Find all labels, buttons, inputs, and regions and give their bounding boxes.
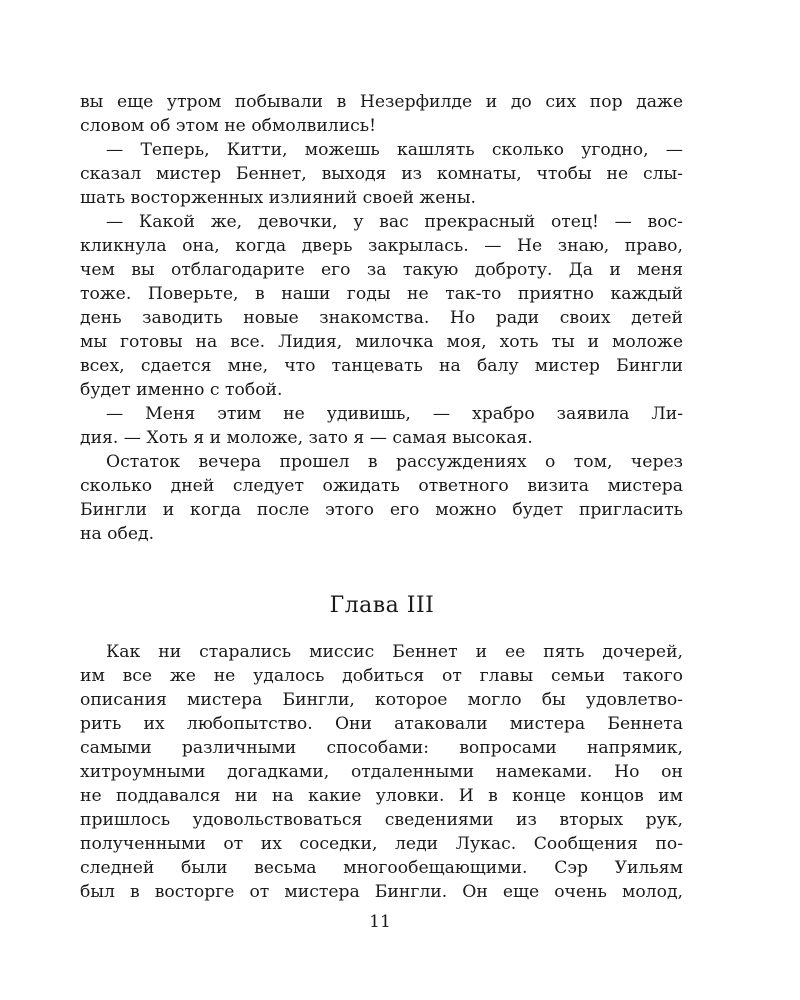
text-line: Остаток вечера прошел в рассуждениях о том, через	[106, 452, 683, 472]
text-line: тоже. Поверьте, в наши годы не так-то приятно каждый	[80, 284, 683, 304]
text-line: на обед.	[80, 524, 155, 544]
text-line: был в восторге от мистера Бингли. Он еще очень молод,	[80, 882, 683, 902]
text-line: — Меня этим не удивишь, — храбро заявила Ли-	[106, 404, 683, 424]
text-line: — Теперь, Китти, можешь кашлять сколько угодно, —	[106, 140, 683, 160]
chapter-title: Глава III	[329, 593, 435, 618]
text-line: пришлось удовольствоваться сведениями из вторых рук,	[80, 810, 683, 830]
text-line: чем вы отблагодарите его за такую доброту. Да и меня	[80, 260, 683, 280]
text-line: вы еще утром побывали в Незерфилде и до сих пор даже	[80, 92, 683, 112]
text-line: Как ни старались миссис Беннет и ее пять дочерей,	[106, 642, 683, 662]
text-line: следней были весьма многообещающими. Сэр Уильям	[80, 858, 683, 878]
text-line: будет именно с тобой.	[80, 380, 283, 400]
text-line: полученными от их соседки, леди Лукас. Сообщения по-	[80, 834, 683, 854]
text-line: Бингли и когда после этого его можно будет пригласить	[80, 500, 683, 520]
text-line: не поддавался ни на какие уловки. И в конце концов им	[80, 786, 683, 806]
text-line: кликнула она, когда дверь закрылась. — Не знаю, право,	[80, 236, 683, 256]
text-line: самыми различными способами: вопросами напрямик,	[80, 738, 683, 758]
text-line: — Какой же, девочки, у вас прекрасный отец! — вос-	[106, 212, 683, 232]
text-line: сказал мистер Беннет, выходя из комнаты, чтобы не слы-	[80, 164, 683, 184]
text-line: всех, сдается мне, что танцевать на балу мистер Бингли	[80, 356, 683, 376]
text-line: день заводить новые знакомства. Но ради своих детей	[80, 308, 683, 328]
text-line: рить их любопытство. Они атаковали мистера Беннета	[80, 714, 683, 734]
text-line: шать восторженных излияний своей жены.	[80, 188, 476, 208]
text-line: им все же не удалось добиться от главы семьи такого	[80, 666, 683, 686]
text-line: хитроумными догадками, отдаленными намеками. Но он	[80, 762, 683, 782]
text-line: сколько дней следует ожидать ответного визита мистера	[80, 476, 683, 496]
text-line: описания мистера Бингли, которое могло бы удовлетво-	[80, 690, 683, 710]
text-line: дия. — Хоть я и моложе, зато я — самая высокая.	[80, 428, 533, 448]
page-number: 11	[369, 912, 391, 932]
text-line: словом об этом не обмолвились!	[80, 116, 377, 136]
text-line: мы готовы на все. Лидия, милочка моя, хоть ты и моложе	[80, 332, 683, 352]
